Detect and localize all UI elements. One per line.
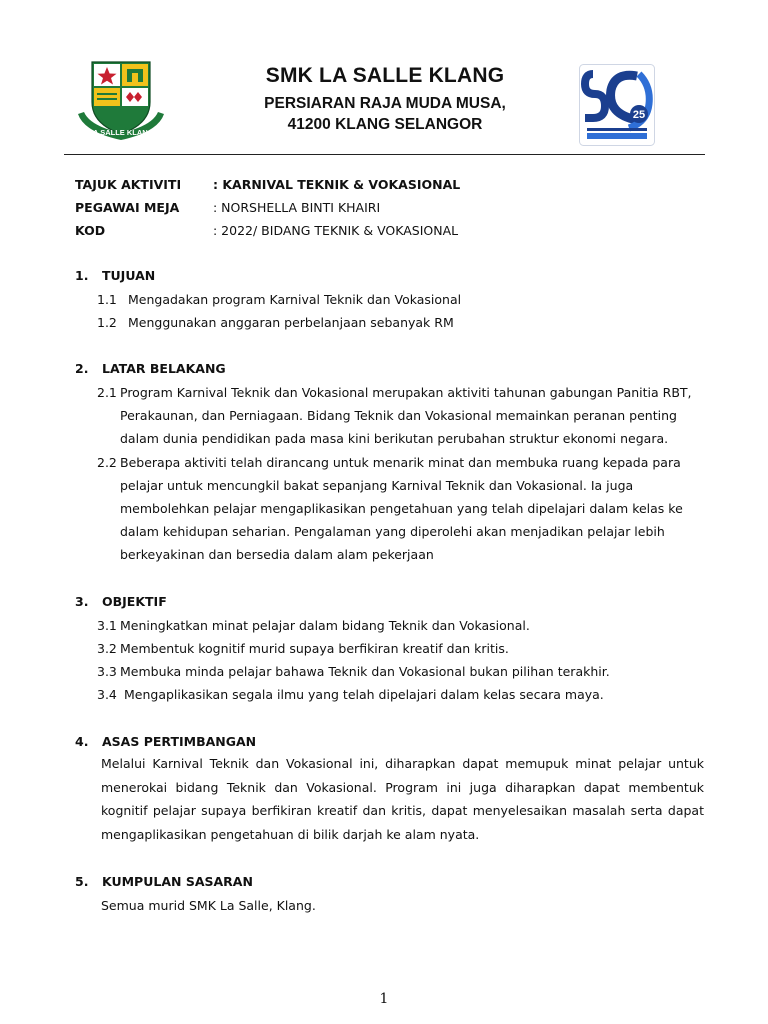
school-name: SMK LA SALLE KLANG <box>265 64 505 87</box>
section-heading-latar <box>75 361 226 376</box>
school-crest-logo <box>74 58 168 144</box>
paragraph-line: Program Karnival Teknik dan Vokasional merupakan aktiviti tahunan gabungan Panitia RBT, <box>120 385 692 400</box>
section-heading-asas <box>75 734 256 749</box>
section-title: LATAR BELAKANG <box>102 361 226 376</box>
info-value: : NORSHELLA BINTI KHAIRI <box>213 200 381 215</box>
info-label: PEGAWAI MEJA <box>75 200 180 215</box>
header-divider <box>64 154 705 155</box>
info-value: : 2022/ BIDANG TEKNIK & VOKASIONAL <box>213 223 459 238</box>
address-line-2: 41200 KLANG SELANGOR <box>287 116 483 133</box>
section-number: 5. <box>75 874 89 889</box>
list-item <box>97 315 117 330</box>
list-item-number: 3.1 <box>97 618 117 633</box>
paragraph-line: Beberapa aktiviti telah dirancang untuk menarik minat dan membuka ruang kepada para <box>120 455 681 470</box>
list-item-text: Meningkatkan minat pelajar dalam bidang Teknik dan Vokasional. <box>120 618 530 633</box>
section-heading-objektif <box>75 594 167 609</box>
section-number: 4. <box>75 734 89 749</box>
section-number: 2. <box>75 361 89 376</box>
section-number: 3. <box>75 594 89 609</box>
list-item-number: 1.1 <box>97 292 117 307</box>
list-item-text: Mengadakan program Karnival Teknik dan Vokasional <box>128 292 462 307</box>
paragraph-line: berkeyakinan dan bersedia dalam alam pekerjaan <box>120 547 434 562</box>
section-title: KUMPULAN SASARAN <box>102 874 253 889</box>
list-item-number: 3.2 <box>97 641 117 656</box>
list-item-number: 1.2 <box>97 315 117 330</box>
list-item-text: Membuka minda pelajar bahawa Teknik dan Vokasional bukan pilihan terakhir. <box>120 664 610 679</box>
list-item-text: Membentuk kognitif murid supaya berfikiran kreatif dan kritis. <box>120 641 509 656</box>
list-item <box>97 292 117 307</box>
section-title: TUJUAN <box>102 268 156 283</box>
section-number: 1. <box>75 268 89 283</box>
info-value: : KARNIVAL TEKNIK & VOKASIONAL <box>213 177 461 192</box>
anniversary-badge-number: 25 <box>632 109 646 121</box>
paragraph-line: pelajar untuk mencungkil bakat sepanjang Karnival Teknik dan Vokasional. Ia juga <box>120 478 634 493</box>
list-item-number: 3.4 <box>97 687 117 702</box>
address-line-1: PERSIARAN RAJA MUDA MUSA, <box>264 95 506 112</box>
info-label: KOD <box>75 223 106 238</box>
section-title: OBJEKTIF <box>102 594 167 609</box>
paragraph-line: Perakaunan, dan Perniagaan. Bidang Teknik dan Vokasional memainkan peranan penting <box>120 408 677 423</box>
crest-motto-text: LA SALLE KLANG <box>88 128 154 137</box>
paragraph-line: dalam dunia pendidikan pada masa kini berikutan perubahan struktur ekonomi negara. <box>120 431 669 446</box>
list-item-number: 3.3 <box>97 664 117 679</box>
paragraph-line: membolehkan pelajar mengaplikasikan pengetahuan yang telah dipelajari dalam kelas ke <box>120 501 683 516</box>
page-number: 1 <box>379 991 389 1007</box>
paragraph-line: dalam kehidupan seharian. Pengalaman yang diperolehi akan menjadikan pelajar lebih <box>120 524 665 539</box>
anniversary-logo <box>579 64 655 146</box>
list-item-text: Menggunakan anggaran perbelanjaan sebanyak RM <box>128 315 454 330</box>
list-item-number: 2.1 <box>97 385 117 400</box>
paragraph-sasaran: Semua murid SMK La Salle, Klang. <box>101 898 316 913</box>
list-item-number: 2.2 <box>97 455 117 470</box>
list-item-text: Mengaplikasikan segala ilmu yang telah dipelajari dalam kelas secara maya. <box>124 687 604 702</box>
section-title: ASAS PERTIMBANGAN <box>102 734 257 749</box>
section-heading-sasaran <box>75 874 253 889</box>
paragraph-asas: Melalui Karnival Teknik dan Vokasional ini, diharapkan dapat memupuk minat pelajar untuk menerokai bidang Teknik dan Vokasional. Program ini juga diharapkan dapat membentuk kognitif pelajar supaya berfikiran kreatif dan kritis, dapat menyelesaikan masalah serta dapat mengaplikasikan pengetahuan di bilik darjah ke alam nyata. <box>101 756 704 842</box>
section-heading-tujuan <box>75 268 155 283</box>
info-label: TAJUK AKTIVITI <box>75 177 182 192</box>
